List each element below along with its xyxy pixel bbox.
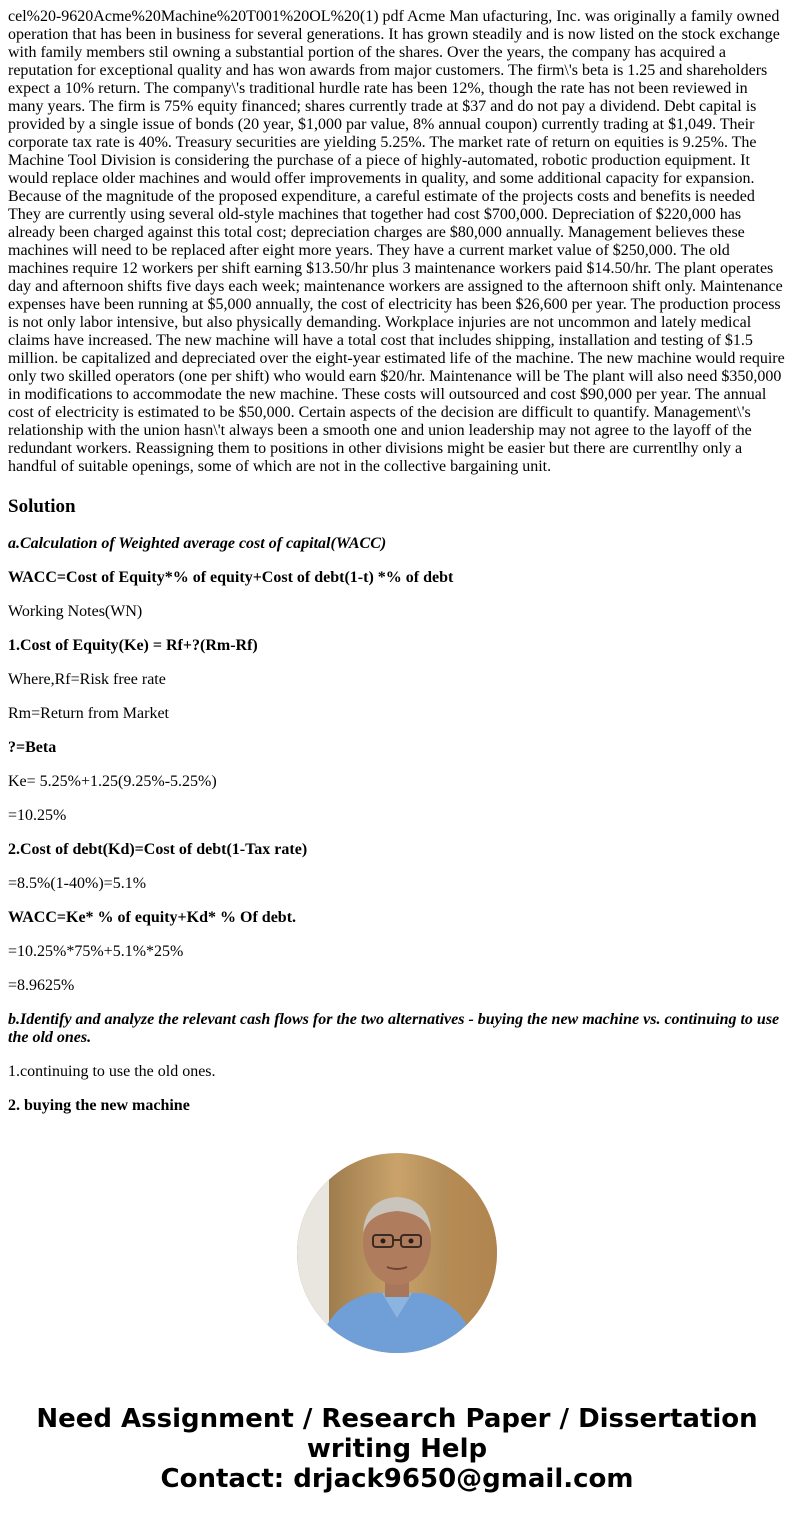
author-avatar xyxy=(297,1153,497,1353)
cost-of-equity-title: 1.Cost of Equity(Ke) = Rf+?(Rm-Rf) xyxy=(8,637,258,654)
beta-definition: ?=Beta xyxy=(8,739,57,756)
author-portrait-illustration xyxy=(297,1153,497,1353)
alternative-1: 1.continuing to use the old ones. xyxy=(8,1063,216,1080)
working-notes-label: Working Notes(WN) xyxy=(8,603,143,620)
alternative-2: 2. buying the new machine xyxy=(8,1097,190,1114)
ke-calculation: Ke= 5.25%+1.25(9.25%-5.25%) xyxy=(8,773,217,790)
ke-result: =10.25% xyxy=(8,807,67,824)
solution-heading: Solution xyxy=(8,496,76,517)
wacc-calculation: =10.25%*75%+5.1%*25% xyxy=(8,943,184,960)
promo-line-2: writing Help xyxy=(306,1434,488,1464)
wacc-result: =8.9625% xyxy=(8,977,75,994)
cost-of-debt-title: 2.Cost of debt(Kd)=Cost of debt(1-Tax rate) xyxy=(8,841,308,858)
promo-contact: Contact: drjack9650@gmail.com xyxy=(160,1464,634,1494)
wacc-formula: WACC=Cost of Equity*% of equity+Cost of debt(1-t) *% of debt xyxy=(8,569,454,586)
rf-definition: Where,Rf=Risk free rate xyxy=(8,671,166,688)
kd-calculation: =8.5%(1-40%)=5.1% xyxy=(8,875,147,892)
promo-line-1: Need Assignment / Research Paper / Dissertation xyxy=(36,1404,758,1434)
question-text: cel%20-9620Acme%20Machine%20T001%20OL%20(1) pdf Acme Man ufacturing, Inc. was originally a family owned operation that has been in business for several generations. It has grown steadily and is now listed on the stock exchange with family members stil owning a substantial portion of the shares. Over the years, the company has acquired a reputation for exceptional quality and has won awards from major customers. The firm\'s beta is 1.25 and shareholders expect a 10% return. The company\'s traditional hurdle rate has been 12%, though the rate has not been reviewed in many years. The firm is 75% equity financed; shares currently trade at $37 and do not pay a dividend. Debt capital is provided by a single issue of bonds (20 year, $1,000 par value, 8% annual coupon) currently trading at $1,049. Their corporate tax rate is 40%. Treasury securities are yielding 5.25%. The market rate of return on equities is 9.25%. The Machine Tool Division is considering the purchase of a piece of highly-automated, robotic production equipment. It would replace older machines and would offer improvements in quality, and some additional capacity for expansion. Because of the magnitude of the proposed expenditure, a careful estimate of the projects costs and benefits is needed They are currently using several old-style machines that together had cost $700,000. Depreciation of $220,000 has already been charged against this total cost; depreciation charges are $80,000 annually. Management believes these machines will need to be replaced after eight more years. They have a current market value of $250,000. The old machines require 12 workers per shift earning $13.50/hr plus 3 maintenance workers paid $14.50/hr. The plant operates day and afternoon shifts five days each week; maintenance workers are assigned to the afternoon shift only. Maintenance expenses have been running at $5,000 annually, the cost of electricity has been $26,600 per year. The production process is not only labor intensive, but also physically demanding. Workplace injuries are not uncommon and lately medical claims have increased. The new machine will have a total cost that includes shipping, installation and testing of $1.5 million. be capitalized and depreciated over the eight-year estimated life of the machine. The new machine would require only two skilled operators (one per shift) who would earn $20/hr. Maintenance will be The plant will also need $350,000 in modifications to accommodate the new machine. These costs will outsourced and cost $90,000 per year. The annual cost of electricity is estimated to be $50,000. Certain aspects of the decision are difficult to quantify. Management\'s relationship with the union hasn\'t always been a smooth one and union leadership may not agree to the layoff of the redundant workers. Reassigning them to positions in other divisions might be easier but there are currentlhy only a handful of suitable openings, some of which are not in the collective bargaining unit. xyxy=(8,8,785,475)
part-b-title: b.Identify and analyze the relevant cash flows for the two alternatives - buying the new machine vs. continuing to use the old ones. xyxy=(8,1011,780,1046)
solution-section xyxy=(8,496,786,1115)
part-a-title: a.Calculation of Weighted average cost of capital(WACC) xyxy=(8,535,387,552)
wacc-formula-2: WACC=Ke* % of equity+Kd* % Of debt. xyxy=(8,909,297,926)
document-content xyxy=(8,8,786,1115)
rm-definition: Rm=Return from Market xyxy=(8,705,169,722)
promo-banner xyxy=(0,1404,794,1494)
